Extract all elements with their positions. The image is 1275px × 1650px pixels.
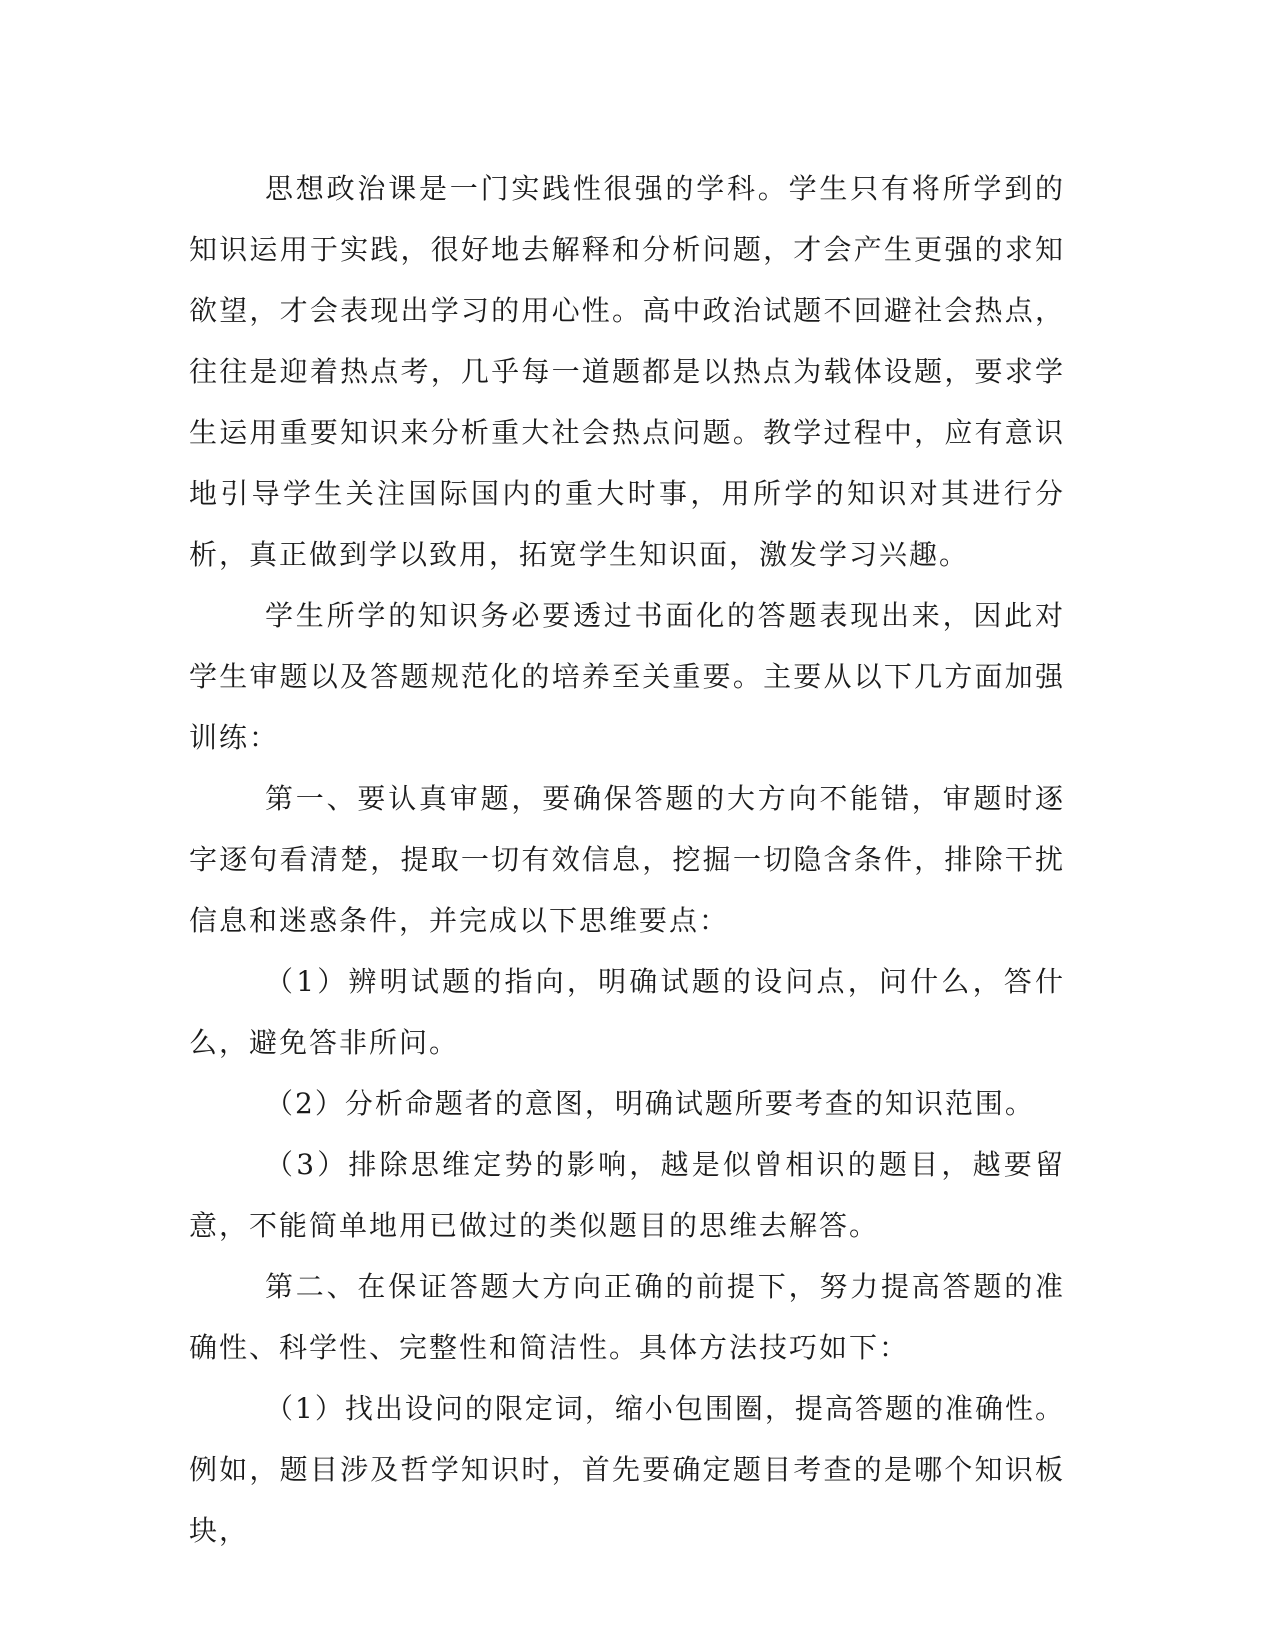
paragraph-8: （1）找出设问的限定词，缩小包围圈，提高答题的准确性。例如，题目涉及哲学知识时，首先要确定题目考查的是哪个知识板块， <box>189 1392 1065 1547</box>
paragraph-1: 思想政治课是一门实践性很强的学科。学生只有将所学到的知识运用于实践，很好地去解释和分析问题，才会产生更强的求知欲望，才会表现出学习的用心性。高中政治试题不回避社会热点，往往是迎着热点考，几乎每一道题都是以热点为载体设题，要求学生运用重要知识来分析重大社会热点问题。教学过程中，应有意识地引导学生关注国际国内的重大时事，用所学的知识对其进行分析，真正做到学以致用，拓宽学生知识面，激发学习兴趣。 <box>189 172 1065 571</box>
paragraph-7: 第二、在保证答题大方向正确的前提下，努力提高答题的准确性、科学性、完整性和简洁性。具体方法技巧如下： <box>189 1270 1065 1364</box>
paragraph-5: （2）分析命题者的意图，明确试题所要考查的知识范围。 <box>265 1087 1035 1120</box>
paragraph-2: 学生所学的知识务必要透过书面化的答题表现出来，因此对学生审题以及答题规范化的培养至关重要。主要从以下几方面加强训练： <box>189 599 1065 754</box>
paragraph-3: 第一、要认真审题，要确保答题的大方向不能错，审题时逐字逐句看清楚，提取一切有效信息，挖掘一切隐含条件，排除干扰信息和迷惑条件，并完成以下思维要点： <box>189 782 1065 937</box>
paragraph-6: （3）排除思维定势的影响，越是似曾相识的题目，越要留意，不能简单地用已做过的类似题目的思维去解答。 <box>189 1148 1065 1242</box>
paragraph-4: （1）辨明试题的指向，明确试题的设问点，问什么，答什么，避免答非所问。 <box>189 965 1065 1059</box>
document-body <box>189 158 1065 1561</box>
